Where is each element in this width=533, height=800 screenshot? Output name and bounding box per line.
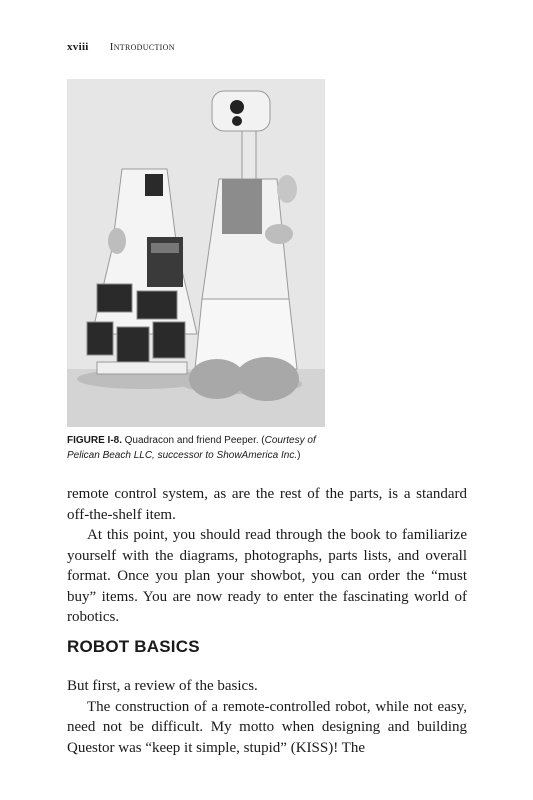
figure-caption: FIGURE I-8. Quadracon and friend Peeper. (Courtesy of Pelican Beach LLC, successor to ShowAmerica Inc.) [67,435,316,461]
paragraph: But first, a review of the basics. [67,678,258,694]
paragraph: At this point, you should read through the book to familiarize yourself with the diagrams, photographs, parts lists, and overall format. Once you plan your showbot, you can order the “must buy” items. You are now ready to enter the fascinating world of robotics. [67,527,467,625]
paragraph: The construction of a remote-controlled robot, while not easy, need not be difficult. My motto when designing and building Questor was “keep it simple, stupid” (KISS)! The [67,698,467,756]
figure-credit: Courtesy of Pelican Beach LLC, successor to ShowAmerica Inc. [67,435,316,461]
figure-label: FIGURE I-8. [67,435,123,446]
running-header [67,41,175,53]
figure-photo [67,79,325,427]
body-text-bottom [67,676,467,758]
section-heading: ROBOT BASICS [67,637,200,656]
figure-caption-text: Quadracon and friend Peeper. [124,435,259,446]
body-text-top [67,484,467,628]
robots-photo-illustration [67,79,325,427]
paragraph: remote control system, as are the rest of the parts, is a standard off-the-shelf item. [67,486,467,523]
section-title: Introduction [109,41,175,53]
page-number: xviii [67,41,89,53]
